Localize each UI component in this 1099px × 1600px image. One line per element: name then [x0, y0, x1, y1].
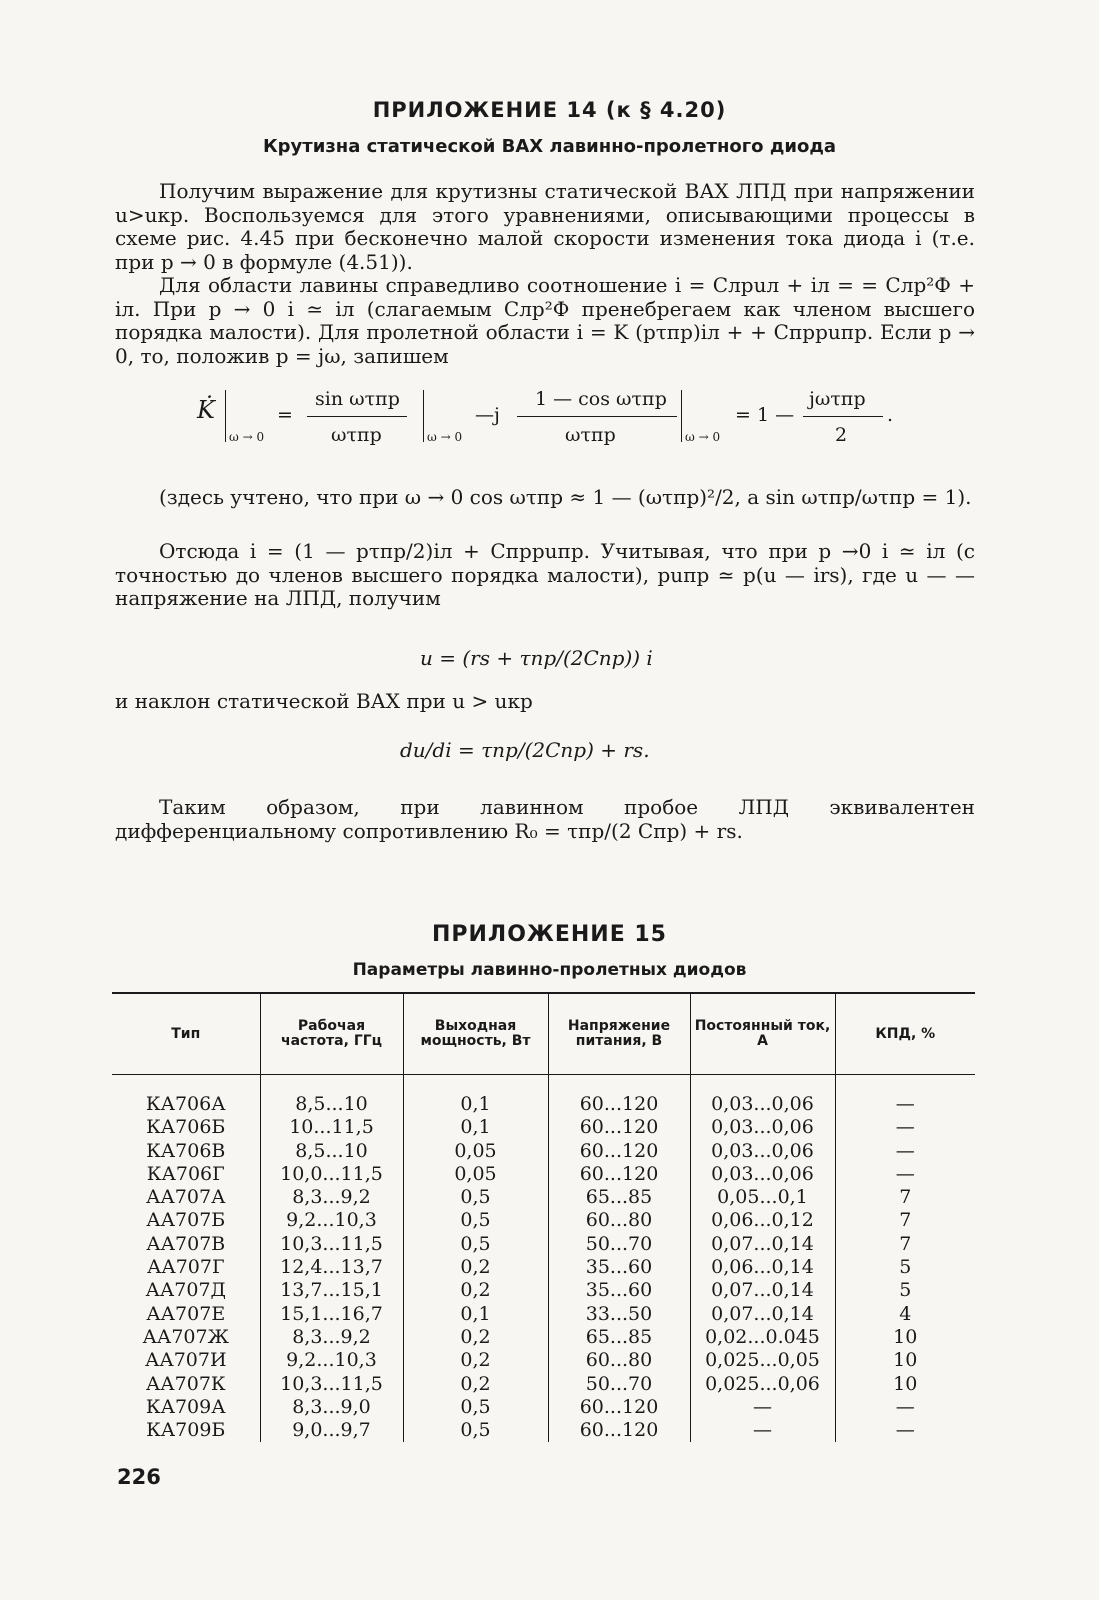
cell-voltage: 65...85	[548, 1326, 690, 1349]
cell-type: КА709Б	[146, 1419, 226, 1442]
table-row	[112, 1373, 975, 1396]
cell-current: 0,03...0,06	[690, 1116, 835, 1139]
appendix-14-title: ПРИЛОЖЕНИЕ 14 (к § 4.20)	[372, 98, 727, 122]
cell-type: АА707Д	[145, 1279, 226, 1302]
approximation-note: (здесь учтено, что при ω → 0 cos ωτпр ≈ 1 — (ωτпр)²/2, а sin ωτпр/ωτпр = 1).	[159, 485, 972, 509]
cell-power: 0,1	[403, 1116, 548, 1139]
limit-bar	[681, 390, 682, 442]
cell-current: 0,03...0,06	[690, 1163, 835, 1186]
limit-bar	[423, 390, 424, 442]
header-frequency: Рабочая частота, ГГц	[260, 993, 403, 1075]
cell-type: АА707Г	[146, 1256, 225, 1279]
cell-frequency: 10...11,5	[260, 1116, 403, 1139]
cell-frequency: 8,5...10	[260, 1140, 403, 1163]
cell-efficiency: —	[835, 1419, 975, 1442]
table-row	[112, 1256, 975, 1279]
cell-power: 0,2	[403, 1349, 548, 1372]
k-symbol: K̇	[197, 396, 215, 424]
cell-efficiency: —	[835, 1163, 975, 1186]
formula-end-dot: .	[887, 404, 894, 426]
cell-efficiency: 5	[835, 1256, 975, 1279]
header-voltage: Напряжение питания, В	[548, 993, 690, 1075]
cell-efficiency: 10	[835, 1326, 975, 1349]
cell-efficiency: 10	[835, 1373, 975, 1396]
cell-power: 0,5	[403, 1186, 548, 1209]
limit-label: ω → 0	[427, 430, 463, 444]
fraction2-line	[517, 416, 677, 417]
cell-frequency: 9,0...9,7	[260, 1419, 403, 1442]
cell-voltage: 60...120	[548, 1140, 690, 1163]
limit-bar	[225, 390, 226, 442]
fraction3-line	[803, 416, 883, 417]
cell-efficiency: 7	[835, 1186, 975, 1209]
cell-frequency: 15,1...16,7	[260, 1303, 403, 1326]
cell-voltage: 60...120	[548, 1396, 690, 1419]
limit-label: ω → 0	[685, 430, 721, 444]
slope-formula: du/di = τпр/(2Cпр) + rs.	[400, 738, 650, 762]
fraction2-numerator: 1 — cos ωτпр	[535, 388, 667, 410]
cell-type: АА707И	[144, 1349, 227, 1372]
cell-type: АА707В	[146, 1232, 226, 1255]
fraction1-denominator: ωτпр	[331, 424, 382, 446]
cell-frequency: 10,3...11,5	[260, 1373, 403, 1396]
cell-voltage: 60...80	[548, 1349, 690, 1372]
table-row	[112, 1419, 975, 1442]
table-row	[112, 1186, 975, 1209]
fraction2-denominator: ωτпр	[565, 424, 616, 446]
cell-frequency: 10,0...11,5	[260, 1163, 403, 1186]
cell-power: 0,5	[403, 1233, 548, 1256]
cell-efficiency: —	[835, 1116, 975, 1139]
cell-voltage: 60...80	[548, 1209, 690, 1232]
cell-power: 0,2	[403, 1373, 548, 1396]
cell-frequency: 10,3...11,5	[260, 1233, 403, 1256]
cell-type: АА707Ж	[142, 1325, 229, 1348]
cell-power: 0,1	[403, 1303, 548, 1326]
minus-j: —j	[475, 404, 500, 426]
cell-type: КА709А	[145, 1395, 226, 1418]
fraction1-numerator: sin ωτпр	[315, 388, 400, 410]
cell-type: АА707А	[146, 1186, 226, 1209]
appendix-15-subtitle: Параметры лавинно-пролетных диодов	[352, 960, 747, 980]
cell-type: АА707Б	[146, 1209, 226, 1232]
appendix-15-title: ПРИЛОЖЕНИЕ 15	[431, 922, 667, 947]
cell-frequency: 8,3...9,2	[260, 1326, 403, 1349]
table-row	[112, 1163, 975, 1186]
cell-current: 0,02...0.045	[690, 1326, 835, 1349]
cell-current: 0,06...0,12	[690, 1209, 835, 1232]
cell-efficiency: 10	[835, 1349, 975, 1372]
cell-current: —	[690, 1419, 835, 1442]
paragraph-conclusion: Таким образом, при лавинном пробое ЛПД эквивалентен дифференциальному сопротивлению R₀ = τпр/(2 Cпр) + rs.	[115, 795, 975, 843]
table-row	[112, 1349, 975, 1372]
cell-voltage: 60...120	[548, 1163, 690, 1186]
cell-voltage: 35...60	[548, 1279, 690, 1302]
cell-type: АА707Е	[146, 1302, 226, 1325]
cell-frequency: 9,2...10,3	[260, 1349, 403, 1372]
limit-label: ω → 0	[229, 430, 265, 444]
cell-current: 0,05...0,1	[690, 1186, 835, 1209]
cell-voltage: 50...70	[548, 1233, 690, 1256]
cell-efficiency: —	[835, 1396, 975, 1419]
cell-current: 0,07...0,14	[690, 1303, 835, 1326]
cell-frequency: 8,5...10	[260, 1093, 403, 1116]
cell-current: 0,025...0,05	[690, 1349, 835, 1372]
appendix-14-subtitle: Крутизна статической ВАХ лавинно-пролетного диода	[262, 136, 837, 157]
cell-power: 0,5	[403, 1396, 548, 1419]
cell-power: 0,1	[403, 1093, 548, 1116]
cell-efficiency: 4	[835, 1303, 975, 1326]
cell-current: 0,07...0,14	[690, 1279, 835, 1302]
cell-type: КА706Г	[146, 1162, 225, 1185]
paragraph-intro: Получим выражение для крутизны статической ВАХ ЛПД при напряжении u>uкр. Воспользуемся для этого уравнениями, описывающими процессы в схеме рис. 4.45 при бесконечно малой скорости изменения тока диода i (т.е. при p → 0 в формуле (4.51)).	[115, 179, 975, 274]
table-row	[112, 1209, 975, 1232]
cell-current: 0,025...0,06	[690, 1373, 835, 1396]
cell-current: 0,03...0,06	[690, 1093, 835, 1116]
paragraph-slope: и наклон статической ВАХ при u > uкр	[115, 689, 533, 713]
header-power: Выходная мощность, Вт	[403, 993, 548, 1075]
cell-frequency: 12,4...13,7	[260, 1256, 403, 1279]
table-row	[112, 1093, 975, 1116]
cell-frequency: 13,7...15,1	[260, 1279, 403, 1302]
cell-type: КА706А	[145, 1093, 226, 1115]
voltage-formula: u = (rs + τпр/(2Cпр)) i	[420, 646, 653, 670]
paragraph-current: Отсюда i = (1 — pτпр/2)iл + Cпрpuпр. Учитывая, что при p →0 i ≃ iл (с точностью до членов высшего порядка малости), puпр ≃ p(u — irs), где u — — напряжение на ЛПД, получим	[115, 539, 975, 610]
fraction3-denominator: 2	[835, 424, 848, 446]
k-limit-formula	[195, 388, 935, 452]
one-minus: = 1 —	[735, 404, 795, 426]
fraction3-numerator: jωτпр	[809, 388, 866, 410]
cell-type: АА707К	[145, 1372, 226, 1395]
cell-frequency: 8,3...9,0	[260, 1396, 403, 1419]
table-spacer-row	[112, 1075, 975, 1094]
diode-parameters-table	[112, 992, 975, 1442]
cell-efficiency: 5	[835, 1279, 975, 1302]
fraction1-line	[307, 416, 407, 417]
page-number: 226	[117, 1465, 161, 1489]
cell-power: 0,5	[403, 1419, 548, 1442]
cell-voltage: 60...120	[548, 1419, 690, 1442]
paragraph-avalanche-region: Для области лавины справедливо соотношение i = Cлpuл + iл = = Cлp²Ф + iл. При p → 0 i ≃ iл (слагаемым Cлp²Ф пренебрегаем как членом высшего порядка малости). Для пролетной области i = K (pτпр)iл + + Cпрpuпр. Если p → 0, то, положив p = jω, запишем	[115, 273, 975, 368]
cell-efficiency: —	[835, 1140, 975, 1163]
cell-efficiency: 7	[835, 1209, 975, 1232]
cell-current: 0,06...0,14	[690, 1256, 835, 1279]
cell-frequency: 8,3...9,2	[260, 1186, 403, 1209]
table-header-row	[112, 993, 975, 1075]
cell-current: 0,07...0,14	[690, 1233, 835, 1256]
table-row	[112, 1303, 975, 1326]
table-row	[112, 1326, 975, 1349]
cell-power: 0,2	[403, 1279, 548, 1302]
cell-current: 0,03...0,06	[690, 1140, 835, 1163]
table-row	[112, 1140, 975, 1163]
table-row	[112, 1279, 975, 1302]
cell-current: —	[690, 1396, 835, 1419]
table-row	[112, 1116, 975, 1139]
equals-sign: =	[277, 404, 293, 426]
cell-type: КА706Б	[146, 1116, 226, 1139]
cell-frequency: 9,2...10,3	[260, 1209, 403, 1232]
table-row	[112, 1396, 975, 1419]
cell-type: КА706В	[146, 1139, 226, 1162]
cell-voltage: 60...120	[548, 1116, 690, 1139]
cell-efficiency: —	[835, 1093, 975, 1116]
cell-voltage: 33...50	[548, 1303, 690, 1326]
cell-voltage: 60...120	[548, 1093, 690, 1116]
cell-voltage: 65...85	[548, 1186, 690, 1209]
cell-efficiency: 7	[835, 1233, 975, 1256]
cell-voltage: 35...60	[548, 1256, 690, 1279]
cell-voltage: 50...70	[548, 1373, 690, 1396]
header-type: Тип	[112, 993, 260, 1075]
cell-power: 0,2	[403, 1256, 548, 1279]
header-efficiency: КПД, %	[835, 993, 975, 1075]
cell-power: 0,2	[403, 1326, 548, 1349]
cell-power: 0,05	[403, 1163, 548, 1186]
cell-power: 0,5	[403, 1209, 548, 1232]
cell-power: 0,05	[403, 1140, 548, 1163]
table-row	[112, 1233, 975, 1256]
header-current: Постоянный ток, А	[690, 993, 835, 1075]
